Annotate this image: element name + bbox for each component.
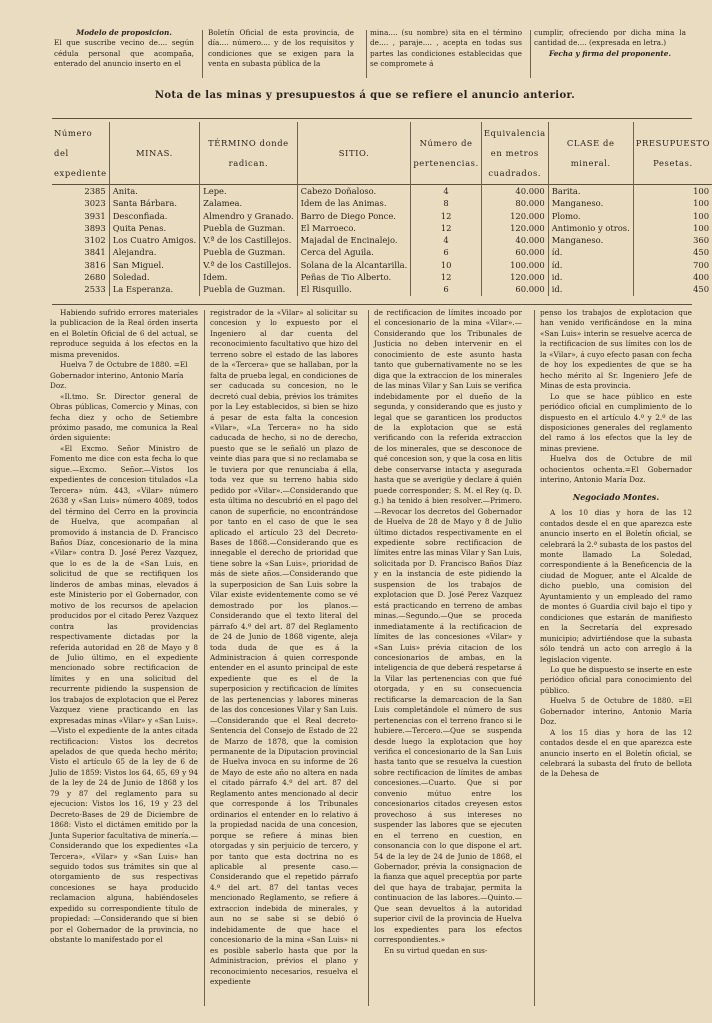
cell-sitio: Majadal de Encinalejo. — [297, 234, 411, 246]
header-minas: MINAS. — [109, 122, 199, 185]
cell-expediente: 2680 — [84, 272, 106, 283]
cell-sitio: Idem de las Animas. — [297, 197, 411, 209]
cell-clase: íd. — [548, 259, 633, 271]
cell-clase: id. — [548, 271, 633, 283]
table-bottom-rule — [52, 304, 692, 305]
cell-equivalencia: 60.000 — [481, 246, 548, 258]
cell-termino: V.ª de los Castillejos. — [200, 259, 297, 271]
cell-sitio: El Risquillo. — [297, 283, 411, 295]
cell-equivalencia: 40.000 — [481, 234, 548, 246]
cell-presupuesto: 100 — [633, 222, 712, 234]
cell-pertenencias: 8 — [411, 197, 482, 209]
paragraph: Lo que se hace público en este periódico oficial en cumplimiento de lo dispuesto en el artículo 4.º y 2.º de las disposiciones generales del reglamento del ramo á los efectos que la ley de minas previene. — [540, 391, 692, 453]
proposal-model-title: Modelo de proposicion. — [76, 28, 172, 37]
paragraph: Huelva 7 de Octubre de 1880. =El Gobernador interino, Antonio María Doz. — [50, 360, 188, 391]
paragraph: «El Excmo. Señor Ministro de Fomento me dice con esta fecha lo que sigue.—Excmo. Señor.—Vistos los expedientes de concesion titulados «La Tercera» núm. 443, «Vilar» número 2638 y «San Luis» número 4089, todos del término del Cerro en la provincia de Huelva, que acompañan al promovido á instancia de D. Francisco Baños Díaz, concesionario de la mina «Vilar» contra D. José Perez Vazquez, que lo es de la de «San Luis, en solicitud de que se rectifiquen los linderos de ambas minas, elevados á este Ministerio por el Gobernador, con motivo de los recursos de apelacion producidos por el citado Perez Vazquez contra las providencias respectivamente dictadas por la referida autoridad en 28 de Mayo y 8 de Julio último, en el expediente mencionado sobre rectificacion de límites y en una solicitud del recurrente pidiendo la suspension de los trabajos de explotacion que el Perez Vazquez viene practicando en las expresadas minas «Vilar» y «San Luis».—Visto el expediente de la antes citada rectificacion: Vistos los decretos apelados de que queda hecho mérito; Visto el artículo 65 de la ley de 6 de Julio de 1859: Vistos los 64, 65, 69 y 94 de la ley de 24 de Junio de 1868 y los 79 y 87 del reglamento para su ejecucion: Vistos los 16, 19 y 23 del Decreto-Bases de 29 de Diciembre de 1868: Visto el dictámen emitido por la Junta Superior facultativa de minería.—Considerando que los expedientes «La Tercera», «Vilar» y «San Luis» han seguido todos sus trámites sin que al otorgamiento de sus respectivas concesiones se haya producido reclamacion alguna, habiéndoseles expedido su correspondiente título de propiedad: —Considerando que si bien por el Gobernador de la provincia, no obstante lo manifestado por el — [50, 443, 198, 945]
cell-mina: Anita. — [109, 185, 199, 198]
column-divider — [530, 30, 531, 78]
top-column-4 — [534, 28, 686, 59]
cell-sitio: Cerca del Aguila. — [297, 246, 411, 258]
cell-pertenencias: 12 — [411, 210, 482, 222]
cell-clase: id. — [548, 283, 633, 295]
cell-equivalencia: 60.000 — [481, 283, 548, 295]
proponent-signature-line: Fecha y firma del proponente. — [548, 48, 671, 58]
paragraph: registrador de la «Vilar» al solicitar su concesion y lo expuesto por el Ingeniero al dar cuenta del reconocimiento facultativo que hizo del terreno sobre el estado de las labores de la «Tercera» que se hallaban, por la falta de prueba legal, en condiciones de ser caducada su concesion, no le decretó cual debia, prévios los trámites por la Ley establecidos, si bien se hizo á pesar de esta falta la concesion «Vilar», «La Tercera» no ha sido caducada de hecho, si no de derecho, puesto que se le señaló un plazo de veinte dias para que si no reclamaba se le tuviera por que renunciaba á ella, toda vez que su terreno habia sido pedido por «Vilar».—Considerando que esta última no descubrió en el pago del canon de superficie, no encontrándose por tanto en el caso de que le sea aplicado el artículo 23 del Decreto-Bases de 1868.—Considerando que es innegable el derecho de prioridad que tiene sobre la «San Luis», prioridad de más de siete años.—Considerando que la superposicion de San Luis sobre la Vilar existe evidentemente como se vé demostrado por los planos.—Considerando que el texto literal del párrafo 4.º del art. 87 del Reglamento de 24 de Junio de 1868 vigente, aleja toda duda de que es á la Administracion á quien corresponde entender en el asunto principal de este expediente que es el de la superposicion y rectificacion de límites de las pertenencias y labores mineras de las dos concesiones Vilar y San Luis.—Considerando que el Real decreto-Sentencia del Consejo de Estado de 22 de Marzo de 1878, que la comision permanente de la Diputacion provincial de Huelva invoca en su informe de 26 de Mayo de este año no altera en nada el citado párrafo 4.º del art. 87 del Reglamento antes mencionado al decir que corresponde á los Tribunales ordinarios el entender en lo relativo á la propiedad nacida de una concesion, porque se refiere á minas bien otorgadas y sin perjuicio de tercero, y por tanto que esta doctrina no es aplicable al presente caso.—Considerando que el repetido párrafo 4.º del art. 87 del tantas veces mencionado Reglamento, se refiere á extraccion indebida de minerales, y aun no se sabe si se debió ó indebidamente de que hace el concesionario de la mina «San Luis» ni es posible saberlo hasta que por la Administracion, prévios el plano y reconocimiento necesarios, resuelva el expediente — [210, 308, 358, 986]
cell-expediente: 3816 — [84, 259, 106, 270]
cell-presupuesto: 100 — [633, 197, 712, 209]
top-column-1 — [54, 28, 194, 70]
cell-termino: Puebla de Guzman. — [200, 222, 297, 234]
cell-clase: íd. — [548, 246, 633, 258]
cell-sitio: Solana de la Alcantarilla. — [297, 259, 411, 271]
cell-mina: Quita Penas. — [109, 222, 199, 234]
cell-pertenencias: 10 — [411, 259, 482, 271]
cell-presupuesto: 100 — [633, 210, 712, 222]
cell-equivalencia: 120.000 — [481, 271, 548, 283]
paragraph: «Il.tmo. Sr. Director general de Obras públicas, Comercio y Minas, con fecha diez y ocho de Setiembre próximo pasado, me comunica la Real órden siguiente: — [50, 391, 198, 443]
table-row — [52, 197, 712, 209]
cell-sitio: Barro de Diego Ponce. — [297, 210, 411, 222]
cell-equivalencia: 120.000 — [481, 222, 548, 234]
cell-presupuesto: 360 — [633, 234, 712, 246]
cell-termino: Puebla de Guzman. — [200, 246, 297, 258]
header-equivalencia: Equivalencia en metros cuadrados. — [481, 122, 548, 185]
cell-expediente: 3102 — [84, 235, 106, 246]
header-clase: CLASE de mineral. — [548, 122, 633, 185]
paragraph: A los 10 dias y hora de las 12 contados desde el en que aparezca este anuncio inserto en el Boletín oficial, se celebrará la 2.ª subasta de los pastos del monte llamado La Soledad, correspondiente á la Beneficencia de la ciudad de Moguer, ante el Alcalde de dicho pueblo, una comision del Ayuntamiento y un empleado del ramo de montes ó Guardia civil bajo el tipo y condiciones que estarán de manifiesto en la Secretaría del expresado municipio; advirtiéndose que la subasta sólo tendrá un acto con arreglo á la legislacion vigente. — [540, 508, 692, 664]
table-top-rule — [52, 118, 692, 119]
cell-pertenencias: 6 — [411, 246, 482, 258]
cell-sitio: Peñas de Tio Alberto. — [297, 271, 411, 283]
cell-equivalencia: 80.000 — [481, 197, 548, 209]
mines-budget-table — [52, 122, 712, 296]
cell-expediente: 3023 — [84, 198, 106, 209]
text-column-3 — [374, 308, 522, 1008]
cell-termino: V.ª de los Castillejos. — [200, 234, 297, 246]
cell-mina: Soledad. — [109, 271, 199, 283]
header-termino: TÉRMINO donde radican. — [200, 122, 297, 185]
cell-pertenencias: 12 — [411, 271, 482, 283]
cell-termino: Puebla de Guzman. — [200, 283, 297, 295]
section-heading-montes: Negociado Montes. — [572, 491, 660, 502]
text-column-1 — [50, 308, 198, 1008]
mines-note-title: Nota de las minas y presupuestos á que se refiere el anuncio anterior. — [154, 90, 576, 101]
table-row — [52, 283, 712, 295]
cell-mina: Desconfiada. — [109, 210, 199, 222]
cell-mina: Los Cuatro Amigos. — [109, 234, 199, 246]
top-column-3 — [370, 28, 522, 70]
text-column-2 — [210, 308, 358, 1008]
top-column-1-text: El que suscribe vecino de.... según cédula personal que acompaña, enterado del anuncio inserto en el — [54, 38, 194, 69]
cell-mina: Alejandra. — [109, 246, 199, 258]
text-column-4 — [540, 308, 692, 1008]
column-divider — [204, 310, 205, 1006]
cell-equivalencia: 100.000 — [481, 259, 548, 271]
cell-clase: Manganeso. — [548, 234, 633, 246]
cell-pertenencias: 12 — [411, 222, 482, 234]
table-body — [52, 185, 712, 296]
cell-termino: Zalamea. — [200, 197, 297, 209]
column-divider — [534, 310, 535, 1006]
cell-termino: Idem. — [200, 271, 297, 283]
header-pertenencias: Número de pertenencias. — [411, 122, 482, 185]
paragraph: Huelva dos de Octubre de mil ochocientos ochenta.=El Gobernador interino, Antonio María Doz. — [540, 454, 692, 485]
cell-presupuesto: 450 — [633, 283, 712, 295]
table-header-row — [52, 122, 712, 185]
cell-pertenencias: 4 — [411, 234, 482, 246]
cell-expediente: 3893 — [84, 222, 106, 233]
paragraph: penso los trabajos de explotacion que han venido verificándose en la mina «San Luis» interin se resuelve acerca de la rectificacion de sus límites con los de la «Vilar», á cuyo efecto pasan con fecha de hoy los expedientes de que se ha hecho mérito al Sr. Ingeniero Jefe de Minas de esta provincia. — [540, 308, 692, 391]
cell-pertenencias: 6 — [411, 283, 482, 295]
cell-clase: Manganeso. — [548, 197, 633, 209]
top-column-3-text: mina.... (su nombre) sita en el término de.... , paraje.... , acepta en todas sus partes las condiciones establecidas que se compromete á — [370, 28, 522, 69]
cell-expediente: 3841 — [84, 247, 106, 258]
cell-expediente: 2385 — [84, 186, 106, 196]
cell-sitio: Cabezo Doñaloso. — [297, 185, 411, 198]
paragraph: Habiendo sufrido errores materiales la publicacion de la Real órden inserta en el Boletín Oficial de 6 del actual, se reproduce seguida á los efectos en la misma prevenidos. — [50, 308, 198, 359]
header-expediente: Número del expediente — [54, 128, 107, 178]
table-row — [52, 271, 712, 283]
table-row — [52, 234, 712, 246]
table-row — [52, 210, 712, 222]
top-column-2-text: Boletín Oficial de esta provincia, de día.... número.... y de los requisitos y condiciones que se exigen para la venta en subasta pública de la — [208, 28, 354, 69]
cell-sitio: El Marroeco. — [297, 222, 411, 234]
header-presupuesto: PRESUPUESTO Pesetas. — [633, 122, 712, 185]
table-row — [52, 185, 712, 198]
cell-mina: Santa Bárbara. — [109, 197, 199, 209]
cell-termino: Almendro y Granado. — [200, 210, 297, 222]
paragraph: de rectificacion de límites incoado por el concesionario de la mina «Vilar».—Considerando que los Tribunales de Justicia no deben intervenir en el conocimiento de este asunto hasta tanto que gubernativamente no se les diga que la extraccion de los minerales de las minas Vilar y San Luis se verifica indebidamente por el dueño de la segunda, y considerando que es justo y legal que se garanticen los productos de la explotacion que se está verificando con la referida extraccion de los minerales, que se desconoce de qué concesion son, y que la cosa en litis debe conservarse intacta y asegurada hasta que se averigüe y declare á quién puede corresponder; S. M. el Rey (q. D. g.) ha tenido á bien resolver.—Primero.—Revocar los decretos del Gobernador de Huelva de 28 de Mayo y 8 de Julio último dictados respectivamente en el expediente sobre rectificacion de límites entre las minas Vilar y San Luis, solicitada por D. Francisco Baños Díaz y en la instancia de este pidiendo la suspension de los trabajos de explotacion que D. José Perez Vazquez está practicando en terreno de ambas minas.—Segundo.—Que se proceda inmediatamente á la rectificacion de límites de las concesiones «Vilar» y «San Luis» prévia citacion de los concesionarios de ambas, en la inteligencia de que deberá respetarse á la Vilar las pertenencias con que fué otorgada, y en su consecuencia rectificarse la demarcacion de la San Luis completándole el número de sus pertenencias con el terreno franco si le hubiere.—Tercero.—Que se suspenda desde luego la explotacion que hoy verifica el concesionario de la San Luis hasta tanto que se resuelva la cuestion sobre rectificacion de límites de ambas concesiones.—Cuarto. Que si por convenio mútuo entre los concesionarios citados creyesen estos provechoso á sus intereses no suspender las labores que se ejecuten en el terreno en cuestion, en consonancia con lo que dispone el art. 54 de la ley de 24 de Junio de 1868, el Gobernador, prévia la consignacion de la fianza que aquel preceptúa por parte del que haya de trabajar, permita la continuacion de las labores.—Quinto.—Que sean devueltos á la autoridad superior civil de la provincia de Huelva los expedientes para los efectos correspondientes.» — [374, 308, 522, 945]
cell-pertenencias: 4 — [411, 185, 482, 198]
cell-clase: Plomo. — [548, 210, 633, 222]
table-row — [52, 246, 712, 258]
cell-equivalencia: 120.000 — [481, 210, 548, 222]
cell-presupuesto: 100 — [633, 185, 712, 198]
cell-clase: Barita. — [548, 185, 633, 198]
cell-expediente: 2533 — [84, 284, 106, 295]
cell-clase: Antimonio y otros. — [548, 222, 633, 234]
cell-presupuesto: 400 — [633, 271, 712, 283]
cell-equivalencia: 40.000 — [481, 185, 548, 198]
table-row — [52, 259, 712, 271]
top-column-2 — [208, 28, 354, 70]
header-sitio: SITIO. — [297, 122, 411, 185]
cell-expediente: 3931 — [84, 210, 106, 221]
paragraph: En su virtud quedan en sus- — [384, 945, 488, 955]
article-body — [50, 308, 692, 1008]
paragraph: Huelva 5 de Octubre de 1880. =El Gobernador interino, Antonio María Doz. — [540, 696, 692, 727]
column-divider — [366, 30, 367, 78]
cell-termino: Lepe. — [200, 185, 297, 198]
top-column-4-text: cumplir, ofreciendo por dicha mina la cantidad de.... (expresada en letra.) — [534, 28, 686, 48]
cell-presupuesto: 450 — [633, 246, 712, 258]
column-divider — [202, 30, 203, 78]
column-divider — [368, 310, 369, 1006]
cell-presupuesto: 700 — [633, 259, 712, 271]
table-row — [52, 222, 712, 234]
cell-mina: San Miguel. — [109, 259, 199, 271]
paragraph: Lo que he dispuesto se inserte en este periódico oficial para conocimiento del público. — [540, 664, 692, 695]
cell-mina: La Esperanza. — [109, 283, 199, 295]
paragraph: A los 15 dias y hora de las 12 contados desde el en que aparezca este anuncio inserto en el Boletín oficial, se celebrará la subasta del fruto de bellota de la Dehesa de — [540, 727, 692, 779]
